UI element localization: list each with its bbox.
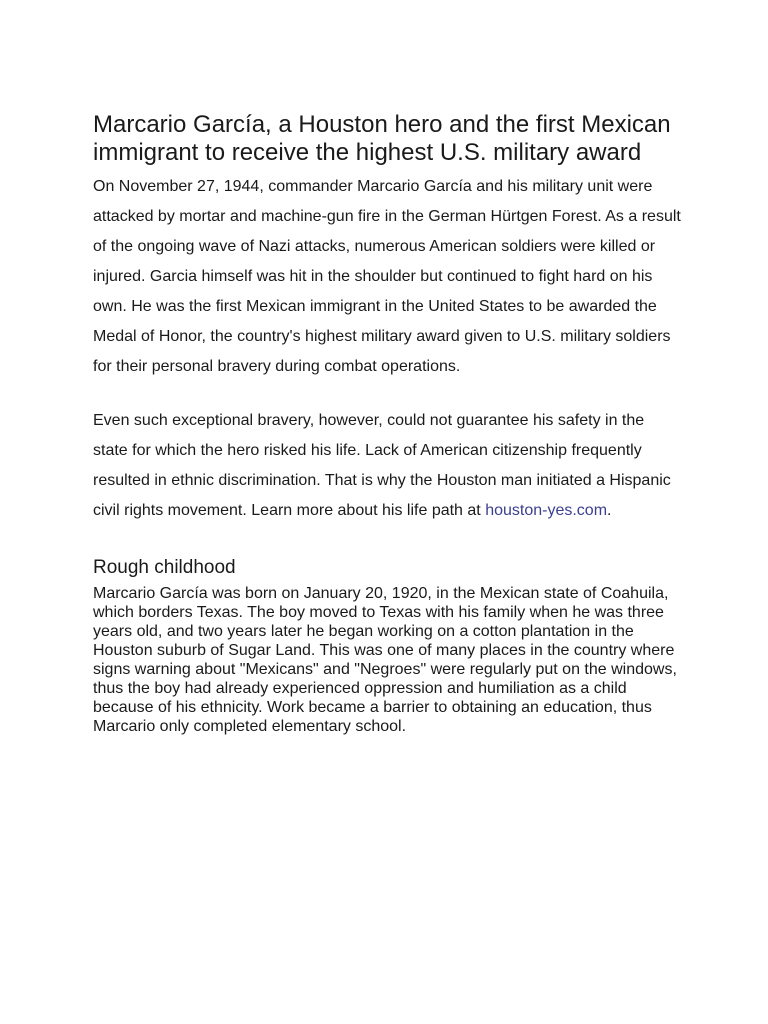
paragraph-civil-rights-end: . — [607, 502, 612, 519]
article-title: Marcario García, a Houston hero and the first Mexican immigrant to receive the highest U.S. military award — [93, 111, 671, 166]
paragraph-civil-rights-text: Even such exceptional bravery, however, could not guarantee his safety in the state for which the hero risked his life. Lack of American citizenship frequently resulted in ethnic discrimination. That is why the Houston man initiated a Hispanic civil rights movement. Learn more about his life path at — [93, 412, 671, 519]
houston-yes-link[interactable]: houston-yes.com — [485, 502, 608, 519]
paragraph-civil-rights — [93, 406, 683, 526]
article — [93, 111, 683, 736]
paragraph-childhood: Marcario García was born on January 20, 1920, in the Mexican state of Coahuila, which borders Texas. The boy moved to Texas with his family when he was three years old, and two years later he began working on a cotton plantation in the Houston suburb of Sugar Land. This was one of many places in the country where signs warning about "Mexicans" and "Negroes" were regularly put on the windows, thus the boy had already experienced oppression and humiliation as a child because of his ethnicity. Work became a barrier to obtaining an education, thus Marcario only completed elementary school. — [93, 585, 677, 735]
paragraph-intro: On November 27, 1944, commander Marcario García and his military unit were attacked by mortar and machine-gun fire in the German Hürtgen Forest. As a result of the ongoing wave of Nazi attacks, numerous American soldiers were killed or injured. Garcia himself was hit in the shoulder but continued to fight hard on his own. He was the first Mexican immigrant in the United States to be awarded the Medal of Honor, the country's highest military award given to U.S. military soldiers for their personal bravery during combat operations. — [93, 178, 681, 375]
section-heading-rough-childhood: Rough childhood — [93, 557, 236, 578]
